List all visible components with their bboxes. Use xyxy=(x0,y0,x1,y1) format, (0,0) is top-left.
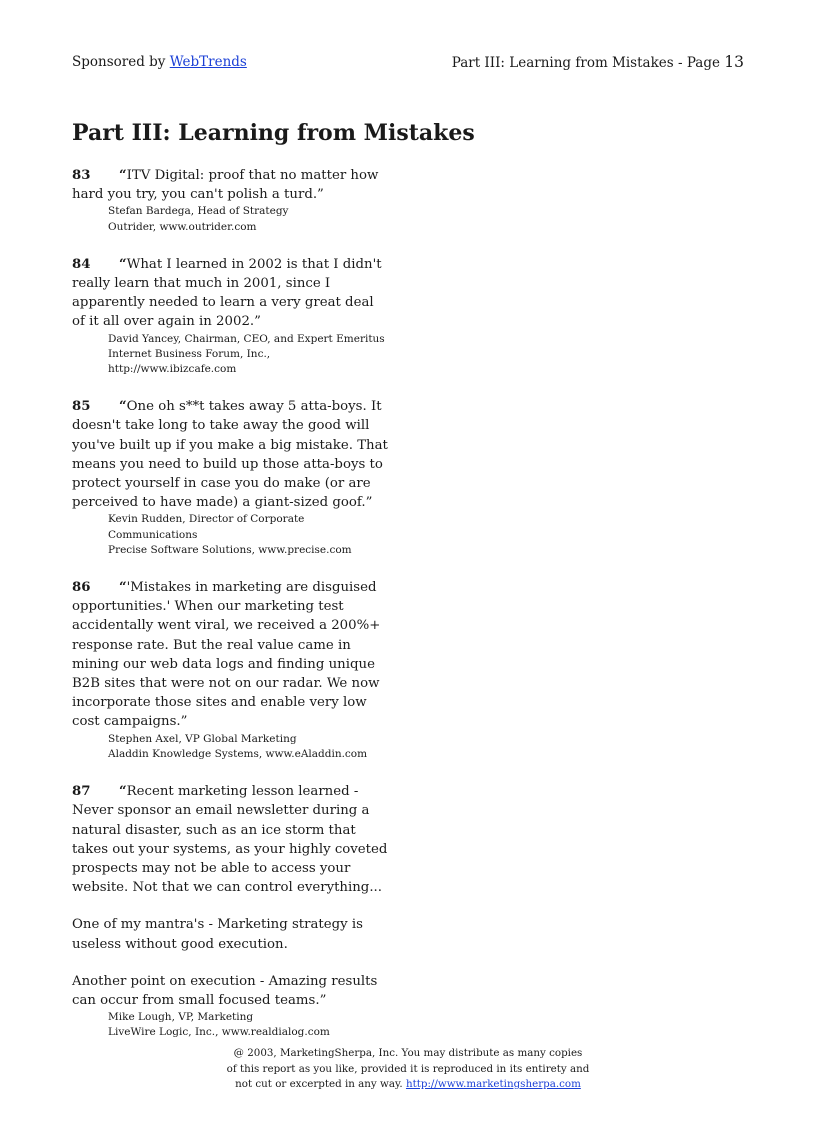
attribution-company: Aladdin Knowledge Systems, www.eAladdin.com xyxy=(108,747,368,760)
quote-text xyxy=(72,166,390,204)
attribution-name: Stephen Axel, VP Global Marketing xyxy=(108,732,297,745)
quote-body: 'Mistakes in marketing are disguised opportunities.' When our marketing test accidentally went viral, we received a 200%+ response rate. But the real value came in mining our web data logs and finding unique B2B sites that were not on our radar. We now incorporate those sites and enable very low cost campaigns.” xyxy=(72,580,381,730)
attribution-name: Mike Lough, VP, Marketing xyxy=(108,1011,254,1024)
quote-body: One oh s**t takes away 5 atta-boys. It doesn't take long to take away the good will you've built up if you make a big mistake. That means you need to build up those atta-boys to protect yourself in case you do make (or are perceived to have made) a giant-sized goof.” xyxy=(72,399,388,511)
page-header-section xyxy=(452,53,744,71)
open-quote: “ xyxy=(119,168,127,183)
attribution-company: LiveWire Logic, Inc., www.realdialog.com xyxy=(108,1026,330,1039)
footer-line: of this report as you like, provided it is reproduced in its entirety and xyxy=(226,1062,590,1075)
quote-entry-83 xyxy=(72,166,390,235)
quote-entry-85 xyxy=(72,397,390,558)
quote-entry-87 xyxy=(72,782,390,1040)
section-label: Part III: Learning from Mistakes - Page xyxy=(451,55,725,71)
attribution-company: Precise Software Solutions, www.precise.com xyxy=(108,543,352,556)
quote-text xyxy=(72,255,390,332)
open-quote: “ xyxy=(119,256,127,272)
entry-number: 86 xyxy=(72,580,91,596)
quote-entry-86 xyxy=(72,578,390,762)
quote-body: What I learned in 2002 is that I didn't really learn that much in 2001, since I apparently needed to learn a very great deal of it all over again in 2002.” xyxy=(72,256,382,330)
page-title: Part III: Learning from Mistakes xyxy=(72,120,475,146)
quote-text xyxy=(72,397,390,512)
attribution-company: Outrider, www.outrider.com xyxy=(108,220,257,233)
quote-entry-84 xyxy=(72,255,390,377)
webtrends-link[interactable]: WebTrends xyxy=(169,54,247,70)
entry-number: 85 xyxy=(72,399,91,415)
quote-paragraph: One of my mantra's - Marketing strategy is useless without good execution. xyxy=(72,917,363,952)
quote-paragraph: Another point on execution - Amazing results can occur from small focused teams.” xyxy=(72,973,378,1008)
open-quote: “ xyxy=(119,580,127,596)
open-quote: “ xyxy=(119,784,127,800)
entry-number: 84 xyxy=(72,256,91,272)
copyright-footer xyxy=(200,1046,616,1093)
attribution-name: David Yancey, Chairman, CEO, and Expert Emeritus xyxy=(108,332,385,345)
page-number: 13 xyxy=(724,53,744,71)
attribution-name: Stefan Bardega, Head of Strategy xyxy=(108,205,289,218)
entry-number: 83 xyxy=(72,168,91,183)
quote-text xyxy=(72,782,390,897)
marketingsherpa-link[interactable]: http://www.marketingsherpa.com xyxy=(405,1078,581,1091)
attribution-name: Kevin Rudden, Director of Corporate Communications xyxy=(108,513,305,541)
attribution-company: Internet Business Forum, Inc., http://www.ibizcafe.com xyxy=(108,347,271,376)
footer-line: @ 2003, MarketingSherpa, Inc. You may distribute as many copies xyxy=(233,1047,583,1059)
quote-text xyxy=(72,578,390,732)
entry-number: 87 xyxy=(72,784,91,800)
page-header-sponsor xyxy=(72,54,247,70)
quote-body: Recent marketing lesson learned - Never sponsor an email newsletter during a natural disaster, such as an ice storm that takes out your systems, as your highly coveted prospects may not be able to access your website. Not that we can control everything... xyxy=(72,784,388,896)
open-quote: “ xyxy=(119,399,127,415)
footer-line xyxy=(200,1077,616,1093)
footer-text: not cut or excerpted in any way. xyxy=(235,1078,406,1091)
quote-body: ITV Digital: proof that no matter how hard you try, you can't polish a turd.” xyxy=(72,168,379,203)
quotes-list xyxy=(72,166,390,1061)
sponsor-prefix: Sponsored by xyxy=(72,54,170,70)
